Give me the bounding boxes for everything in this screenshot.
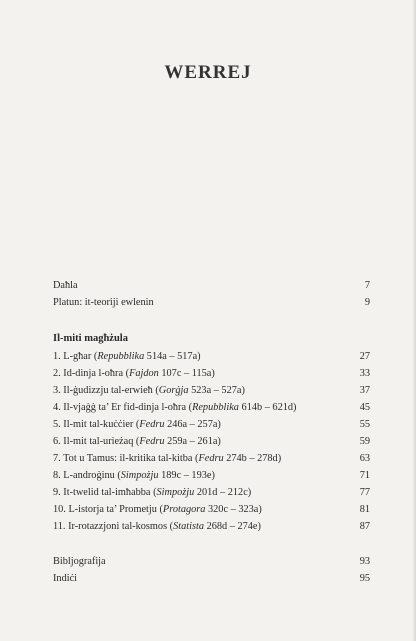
toc-entry-label: 1. L-għar (Repubblika 514a – 517a) — [53, 351, 201, 362]
toc-entry-label: 11. Ir-rotazzjoni tal-kosmos (Statista 268d – 274e) — [53, 521, 261, 532]
toc-entry-label: 2. Id-dinja l-oħra (Fajdon 107c – 115a) — [53, 368, 215, 379]
toc-entry-label: 10. L-istorja ta’ Prometju (Protagora 320c – 323a) — [53, 504, 262, 515]
toc-entry-page: 27 — [359, 351, 370, 362]
toc-entry-page: 55 — [359, 419, 370, 430]
toc-entry[interactable] — [53, 348, 370, 365]
toc-entry[interactable] — [53, 277, 370, 294]
toc-entry-page: 87 — [359, 521, 370, 532]
toc-entry-label: Daħla — [53, 280, 78, 291]
toc-entry-page: 63 — [359, 453, 370, 464]
toc-entry[interactable] — [53, 450, 370, 467]
toc-entry-label: 7. Tot u Tamus: il-kritika tal-kitba (Fedru 274b – 278d) — [53, 453, 282, 464]
toc-entry[interactable] — [53, 518, 370, 535]
toc-entry-label: 5. Il-mit tal-kuċċier (Fedru 246a – 257a) — [53, 419, 221, 430]
section-heading: Il-miti magħżula — [53, 333, 128, 344]
toc-entry[interactable] — [53, 433, 370, 450]
toc-entry-label: 3. Il-ġudizzju tal-erwieħ (Gorġja 523a – 527a) — [53, 385, 245, 396]
toc-entry-page: 77 — [359, 487, 370, 498]
toc-entry[interactable] — [53, 484, 370, 501]
toc-entry[interactable] — [53, 399, 370, 416]
toc-entry[interactable] — [53, 294, 370, 311]
toc-entry-label: Platun: it-teoriji ewlenin — [53, 297, 154, 308]
toc-entry[interactable] — [53, 416, 370, 433]
toc-entry-label: 9. It-twelid tal-imħabba (Simpożju 201d – 212c) — [53, 487, 252, 498]
toc-entry[interactable] — [53, 501, 370, 518]
toc-entry-page: 71 — [359, 470, 370, 481]
toc-entry[interactable] — [53, 553, 370, 570]
toc-entry-label: 4. Il-vjaġġ ta’ Er fid-dinja l-oħra (Repubblika 614b – 621d) — [53, 402, 297, 413]
toc-entry[interactable] — [53, 467, 370, 484]
toc-entry-page: 37 — [359, 385, 370, 396]
toc-entry-page: 59 — [359, 436, 370, 447]
toc-entry-label: Indiċi — [53, 573, 78, 584]
toc-entry-label: Bibljografija — [53, 556, 106, 567]
toc-entry-label: 8. L-androġinu (Simpożju 189c – 193e) — [53, 470, 215, 481]
toc-entry[interactable] — [53, 365, 370, 382]
toc-entry-page: 45 — [359, 402, 370, 413]
toc-entry-page: 81 — [359, 504, 370, 515]
toc-entry[interactable] — [53, 382, 370, 399]
page-title: WERREJ — [164, 62, 252, 83]
toc-entry-label: 6. Il-mit tal-urieżaq (Fedru 259a – 261a) — [53, 436, 221, 447]
toc-entry-page: 9 — [364, 297, 370, 308]
toc-entry[interactable] — [53, 570, 370, 587]
toc-entry-page: 33 — [359, 368, 370, 379]
toc-entry-page: 95 — [359, 573, 370, 584]
toc-entry-page: 7 — [364, 280, 370, 291]
toc-entry-page: 93 — [359, 556, 370, 567]
